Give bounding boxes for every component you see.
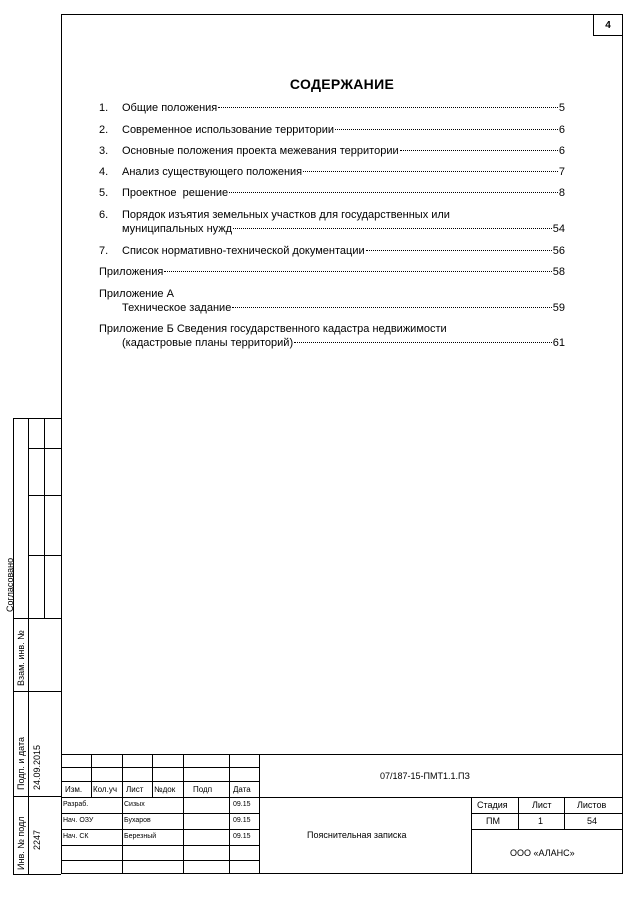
toc-text: (кадастровые планы территорий): [122, 337, 294, 349]
toc-page: 58: [552, 266, 565, 278]
toc-item-continuation: [122, 222, 565, 236]
toc-page: 61: [552, 337, 565, 349]
toc-leader: [218, 107, 558, 108]
toc-number: 6.: [99, 209, 109, 221]
header-koluch: Кол.уч: [93, 785, 117, 794]
sheets-label: Листов: [577, 800, 607, 810]
toc-text: Современное использование территории: [122, 124, 335, 136]
toc-item: [99, 186, 565, 200]
toc-leader: [164, 271, 551, 272]
toc-number: 5.: [99, 187, 109, 199]
toc-number: 3.: [99, 145, 109, 157]
header-list: Лист: [126, 785, 144, 794]
toc-page: 7: [558, 166, 565, 178]
toc-leader: [335, 129, 558, 130]
toc-page: 54: [552, 223, 565, 235]
toc-item: [99, 123, 565, 137]
toc-text: муниципальных нужд: [122, 223, 233, 235]
header-podp: Подп: [193, 785, 213, 794]
toc-page: 5: [558, 102, 565, 114]
date-ozu: 09.15: [233, 817, 251, 824]
toc-item: [99, 144, 565, 158]
toc-text: Анализ существующего положения: [122, 166, 303, 178]
toc-text: Основные положения проекта межевания территории: [122, 145, 399, 157]
toc-text: Общие положения: [122, 102, 218, 114]
role-sk: Нач. СК: [63, 833, 89, 840]
toc-number: 4.: [99, 166, 109, 178]
toc-leader: [232, 307, 551, 308]
toc-item: [99, 244, 565, 258]
toc-page: 8: [558, 187, 565, 199]
company-name: ООО «АЛАНС»: [510, 848, 575, 858]
date-sk: 09.15: [233, 833, 251, 840]
sheet-number: 4: [593, 14, 623, 36]
document-code: 07/187-15-ПМТ1.1.ПЗ: [380, 771, 470, 781]
toc-item: [99, 265, 565, 279]
toc-item-continuation: [122, 301, 565, 315]
toc-leader: [229, 192, 558, 193]
toc-text: Приложение Б Сведения государственного кадастра недвижимости: [99, 323, 447, 335]
document-title: Пояснительная записка: [307, 830, 407, 840]
stage-value: ПМ: [486, 816, 500, 826]
toc-item: [99, 208, 565, 222]
page-title: СОДЕРЖАНИЕ: [289, 76, 395, 92]
sheet-label: Лист: [532, 800, 552, 810]
toc-item: [99, 287, 565, 301]
toc-leader: [366, 250, 552, 251]
agreed-label: Согласовано: [5, 557, 15, 612]
inv-orig-value: 2247: [32, 829, 42, 850]
toc-leader: [233, 228, 552, 229]
stage-label: Стадия: [477, 800, 508, 810]
name-sk: Березный: [124, 833, 157, 840]
role-developer: Разраб.: [63, 801, 89, 808]
role-ozu: Нач. ОЗУ: [63, 817, 94, 824]
name-ozu: Бухаров: [124, 817, 151, 824]
toc-item: [99, 322, 565, 336]
inv-orig-label: Инв. № подл: [16, 816, 26, 870]
toc-number: 7.: [99, 245, 109, 257]
toc-page: 56: [552, 245, 565, 257]
toc-text: Приложения: [99, 266, 164, 278]
toc-text: Проектное решение: [122, 187, 229, 199]
toc-page: 6: [558, 124, 565, 136]
sheets-value: 54: [587, 816, 598, 826]
toc-page: 6: [558, 145, 565, 157]
toc-item: [99, 165, 565, 179]
toc-page: 59: [552, 302, 565, 314]
toc-text: Техническое задание: [122, 302, 232, 314]
header-izm: Изм.: [65, 785, 83, 794]
date-developer: 09.15: [233, 801, 251, 808]
toc-text: Приложение А: [99, 288, 174, 300]
toc-leader: [294, 342, 552, 343]
toc-number: 1.: [99, 102, 109, 114]
inv-replace-label: Взам. инв. №: [16, 630, 26, 686]
page-frame: [61, 14, 623, 874]
toc-text: Список нормативно-технической документации: [122, 245, 365, 257]
toc-text: Порядок изъятия земельных участков для государственных или: [122, 209, 450, 221]
header-ndok: №док: [154, 785, 176, 794]
toc-item-continuation: [122, 336, 565, 350]
toc-leader: [303, 171, 558, 172]
sign-date-value: 24.09.2015: [32, 744, 42, 790]
toc-item: [99, 101, 565, 115]
toc-number: 2.: [99, 124, 109, 136]
sign-date-label: Подп. и дата: [16, 736, 26, 790]
header-data: Дата: [233, 785, 251, 794]
name-developer: Сизых: [124, 801, 145, 808]
toc-leader: [400, 150, 558, 151]
sheet-value: 1: [538, 816, 544, 826]
